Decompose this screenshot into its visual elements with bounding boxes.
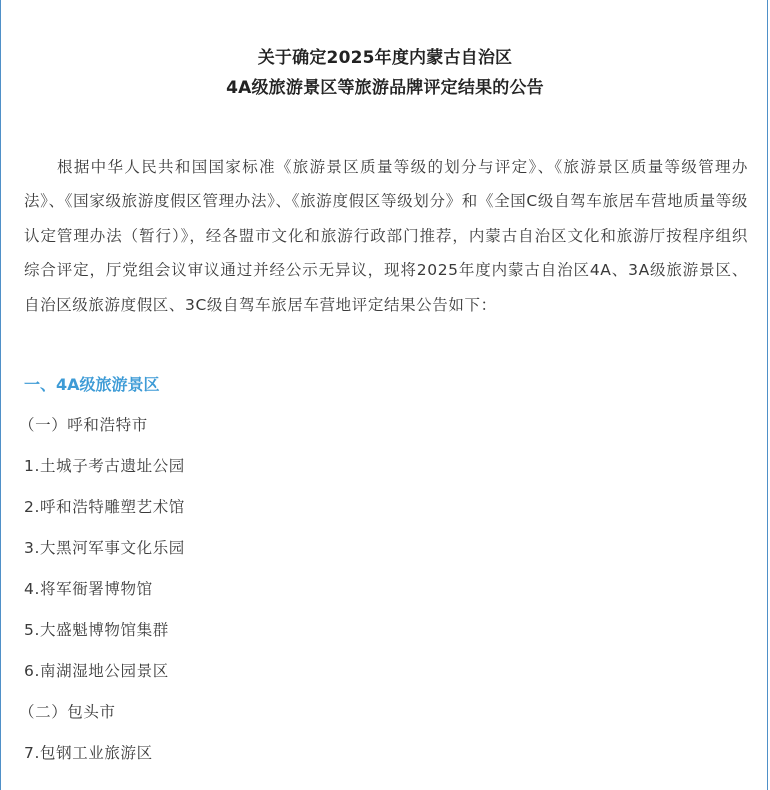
intro-paragraph: 根据中华人民共和国国家标准《旅游景区质量等级的划分与评定》、《旅游景区质量等级管理办法》、《国家级旅游度假区管理办法》、《旅游度假区等级划分》和《全国C级自驾车旅居车营地质量等级认定管理办法（暂行）》，经各盟市文化和旅游行政部门推荐，内蒙古自治区文化和旅游厅按程序组织综合评定，厅党组会议审议通过并经公示无异议，现将2025年度内蒙古自治区4A、3A级旅游景区、自治区级旅游度假区、3C级自驾车旅居车营地评定结果公告如下： [24, 158, 748, 314]
list-item: 6.南湖湿地公园景区 [24, 662, 169, 680]
list-item: 2.呼和浩特雕塑艺术馆 [24, 498, 185, 516]
group-heading-baotou: （二）包头市 [19, 703, 116, 721]
group-heading-hohhot: （一）呼和浩特市 [19, 416, 148, 434]
section-heading-4a: 一、4A级旅游景区 [24, 375, 160, 394]
list-item: 5.大盛魁博物馆集群 [24, 621, 169, 639]
list-item: 3.大黑河军事文化乐园 [24, 539, 185, 557]
list-item: 4.将军衙署博物馆 [24, 580, 153, 598]
list-item: 7.包钢工业旅游区 [24, 744, 153, 762]
title-line-2: 4A级旅游景区等旅游品牌评定结果的公告 [226, 78, 544, 98]
list-item: 1.土城子考古遗址公园 [24, 457, 185, 475]
title-line-1: 关于确定2025年度内蒙古自治区 [257, 48, 513, 68]
